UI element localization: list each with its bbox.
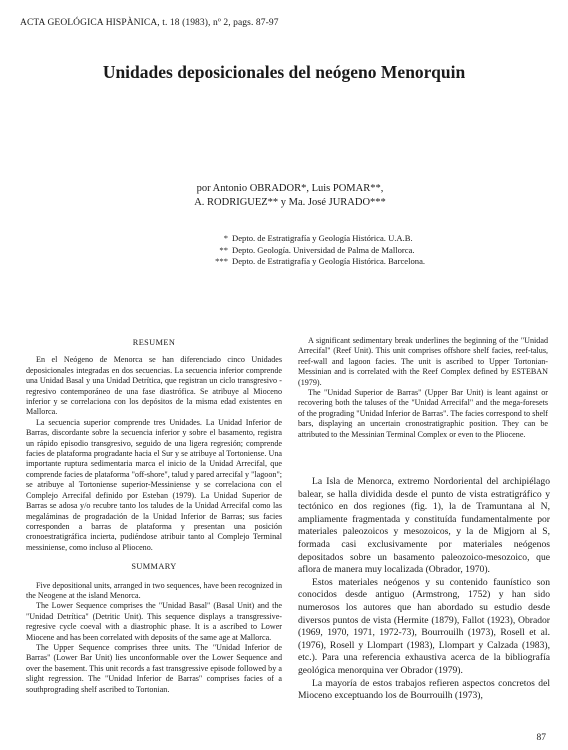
affiliation-mark: *** — [215, 256, 228, 266]
body-text — [298, 476, 550, 703]
summary-paragraph: The Upper Sequence comprises three units. The "Unidad Inferior de Barras" (Lower Bar Unit) lies unconformable over the Lower Sequence and over the basement. This unit records a fast transgressive episode followed by a slight regression. The "Unidad Inferior de Barras" comprises facies of a southprograding shelf ascribed to Tortonian. — [26, 642, 282, 694]
journal-header: ACTA GEOLÓGICA HISPÀNICA, t. 18 (1983), nº 2, pags. 87-97 — [20, 18, 279, 28]
affiliations — [212, 233, 512, 268]
affiliation-text: Depto. de Estratigrafía y Geología Histórica. Barcelona. — [232, 256, 426, 266]
affiliation-text: Depto. de Estratigrafía y Geología Histórica. U.A.B. — [232, 233, 413, 243]
resumen-heading: RESUMEN — [132, 338, 176, 347]
affiliation-mark: ** — [219, 244, 228, 255]
affiliation-item — [212, 245, 512, 257]
page-number: 87 — [536, 733, 546, 743]
affiliation-text: Depto. Geología. Universidad de Palma de Mallorca. — [232, 244, 415, 255]
affiliation-item — [212, 233, 512, 245]
body-paragraph: La mayoría de estos trabajos refieren aspectos concretos del Mioceno exceptuando los de Bourrouilh (1973), — [298, 677, 550, 702]
authors-line-2: A. RODRIGUEZ** y Ma. José JURADO*** — [194, 197, 386, 208]
body-paragraph: La Isla de Menorca, extremo Nordoriental del archipiélago balear, se halla dividida desde el punto de vista estratigráfico y tectónico en dos regiones (fig. 1), la de Tramuntana al N, ampliamente fragmentada y constituída fundamentalmente por materiales paleozoicos y mesozoicos, y la de Migjorn al S, formada casi exclusivamente por materiales neógenos depositados sobre un basamento paleozoico-mesozoico, que aflora de manera muy localizada (Obrador, 1970). — [298, 476, 550, 576]
resumen-paragraph: En el Neógeno de Menorca se han diferenciado cinco Unidades deposicionales integradas en dos secuencias. La secuencia inferior comprende una Unidad Basal y una Unidad Detrítica, que registran un ciclo transgresivo - regresivo contemporáneo de una fase diastrófica. Se atribuye al Mioceno inferior y se correlaciona con los depósitos de la misma edad existentes en Mallorca. — [26, 355, 282, 417]
summary-paragraph: The "Unidad Superior de Barras" (Upper Bar Unit) is leant against or recovering both the taluses of the "Unidad Arrecifal" and the mega-foresets of the prograding "Unidad Inferior de Barras". The facies correspond to shelf bars, displaying an uncertain cronostratigraphic position. They can be attributed to the Messinian Terminal Complex or even to the Pliocene. — [298, 388, 548, 439]
authors-line-1: por Antonio OBRADOR*, Luis POMAR**, — [196, 183, 384, 194]
authors-block — [160, 182, 420, 210]
affiliation-item — [212, 256, 512, 268]
body-paragraph: Estos materiales neógenos y su contenido faunístico son conocidos desde antiguo (Armstrong, 1752) y han sido numerosos los autores que han abordado su estudio desde diversos puntos de vista (Hermite (1879), Fallot (1923), Obrador (1969, 1970, 1971, 1972-73), Bourrouilh (1973), Rosell et al. (1976), Rosell y Llompart (1983), Llompart y Calzada (1983), etc.). Para una referencia exhaustiva acerca de la bibliografía geológica menorquina ver Obrador (1979). — [298, 576, 550, 676]
paper-title: Unidades deposicionales del neógeno Menorquin — [102, 62, 466, 82]
left-column — [26, 338, 282, 695]
affiliation-mark: * — [223, 233, 228, 243]
summary-paragraph: A significant sedimentary break underlines the beginning of the "Unidad Arrecifal" (Reef Unit). This unit comprises offshore shelf facies, reef-talus, reef-wall and lagoon facies. The unit is ascribed to Upper Tortonian-Messinian and is correlated with the Reef Complex defined by ESTEBAN (1979). — [298, 336, 548, 387]
resumen-paragraph: La secuencia superior comprende tres Unidades. La Unidad Inferior de Barras, discordante sobre la secuencia inferior y sobre el basamento, registra un rápido episodio transgresivo, seguido de una ligera regresión; comprende facies de plataforma progradante hacia el Sur y se atribuye al Tortoniense. Una importante ruptura sedimentaria marca el inicio de la Unidad Arrecifal, que comprende facies de plataforma "off-shore", talud y pared arrecifal y "lagoon"; se atribuye al Tortoniense superior-Messiniense y se correlaciona con el Complejo Arrecifal definido por Esteban (1979). La Unidad Superior de Barras se adosa y/o recubre tanto los taludes de la Unidad Arrecifal como las megaláminas de progradación de la Unidad Inferior de Barras; sus facies corresponden a barras de plataforma y presentan una posición cronoestratigráfica incierta, pudiéndose atribuir tanto al Complejo Terminal messiniense, como incluso al Plioceno. — [26, 417, 282, 552]
summary-continued — [298, 336, 548, 440]
summary-paragraph: The Lower Sequence comprises the "Unidad Basal" (Basal Unit) and the "Unidad Detrítica" (Detritic Unit). This sequence displays a transgressive-regresive cycle coeval with a diastrophic phase. It is a ascribed to Lower Miocene and has been correlated with deposits of the same age at Mallorca. — [26, 601, 282, 642]
summary-heading: SUMMARY — [131, 562, 177, 572]
summary-paragraph: Five depositional units, arranged in two sequences, have been recognized in the Neogene at the island Menorca. — [26, 580, 282, 600]
